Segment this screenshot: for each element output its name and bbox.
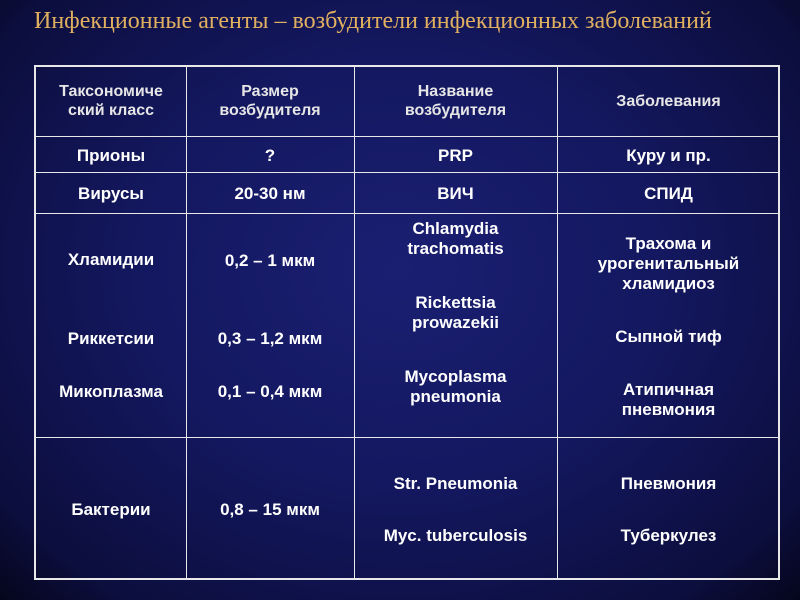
row-mycoplasma-disease: Атипичная пневмония — [621, 380, 716, 419]
row-divider — [36, 136, 778, 137]
row-rickettsia-class: Риккетсии — [67, 329, 155, 348]
row-bacteria-name-1: Str. Pneumonia — [393, 474, 518, 493]
row-bacteria-size: 0,8 – 15 мкм — [220, 500, 320, 519]
row-rickettsia-name: Rickettsia prowazekii — [412, 293, 499, 332]
row-rickettsia-size: 0,3 – 1,2 мкм — [217, 329, 323, 348]
row-chlamydia-disease: Трахома и урогенитальный хламидиоз — [597, 234, 740, 293]
header-pathogen-size: Размер возбудителя — [219, 83, 321, 119]
row-viruses-size: 20-30 нм — [234, 184, 306, 203]
row-mycoplasma-class: Микоплазма — [59, 382, 163, 401]
row-mycoplasma-size: 0,1 – 0,4 мкм — [217, 382, 323, 401]
header-diseases: Заболевания — [616, 93, 721, 110]
row-bacteria-disease-1: Пневмония — [620, 474, 717, 493]
row-rickettsia-disease: Сыпной тиф — [615, 327, 722, 346]
slide-title: Инфекционные агенты – возбудители инфекционных заболеваний — [34, 8, 712, 34]
row-viruses-class: Вирусы — [78, 184, 144, 203]
row-bacteria-class: Бактерии — [71, 500, 151, 519]
row-viruses-disease: СПИД — [644, 184, 693, 203]
row-prions-disease: Куру и пр. — [626, 146, 711, 165]
header-taxonomic-class: Таксономиче ский класс — [59, 83, 163, 119]
row-divider — [36, 213, 778, 214]
row-bacteria-disease-2: Туберкулез — [620, 526, 717, 545]
row-chlamydia-size: 0,2 – 1 мкм — [224, 251, 316, 270]
row-prions-name: PRP — [438, 146, 473, 165]
column-divider — [557, 67, 558, 578]
row-chlamydia-class: Хламидии — [67, 250, 155, 269]
row-divider — [36, 437, 778, 438]
row-bacteria-name-2: Myc. tuberculosis — [383, 526, 528, 545]
header-pathogen-name: Название возбудителя — [404, 83, 507, 119]
row-mycoplasma-name: Mycoplasma pneumonia — [404, 367, 507, 406]
row-prions-size: ? — [264, 146, 276, 165]
row-prions-class: Прионы — [76, 146, 146, 165]
row-divider — [36, 172, 778, 173]
pathogen-table — [34, 65, 780, 580]
row-chlamydia-name: Chlamydia trachomatis — [407, 219, 504, 258]
row-viruses-name: ВИЧ — [437, 184, 474, 203]
